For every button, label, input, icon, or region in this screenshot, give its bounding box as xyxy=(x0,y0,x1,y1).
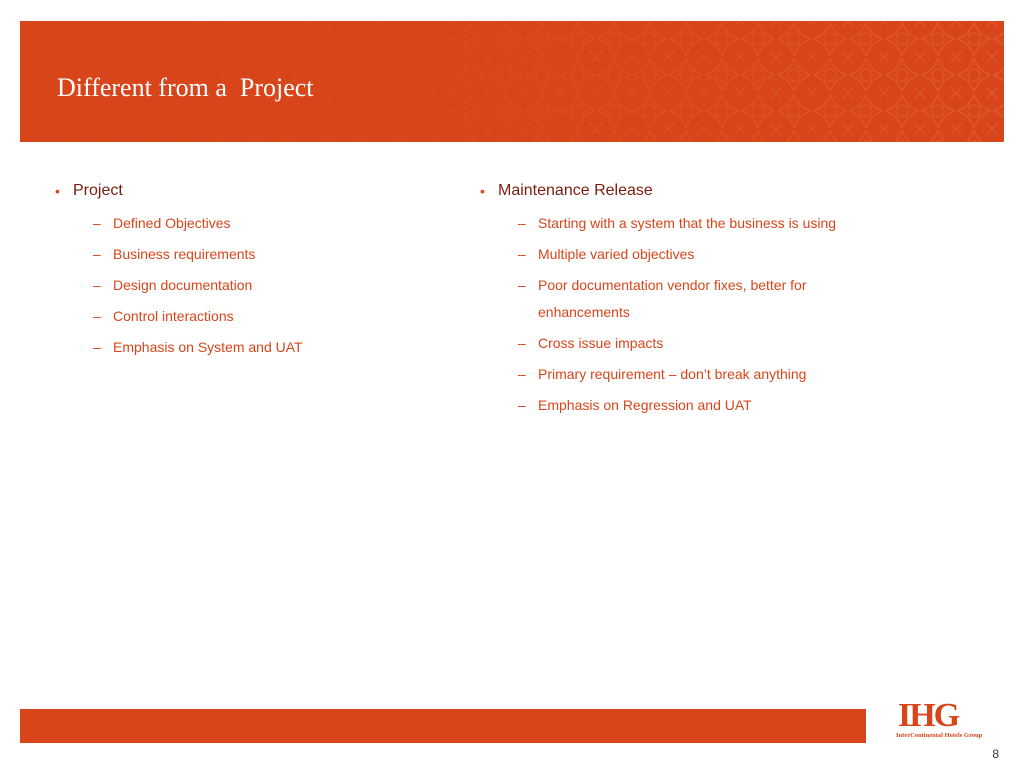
sub-list xyxy=(55,210,435,361)
list-item: – Emphasis on Regression and UAT xyxy=(518,392,860,419)
bullet-project xyxy=(55,178,435,204)
list-item: – Multiple varied objectives xyxy=(518,241,860,268)
list-item: – Poor documentation vendor fixes, better for enhancements xyxy=(518,272,860,326)
bullet-heading: Project xyxy=(73,182,123,199)
list-item: – Business requirements xyxy=(93,241,435,268)
list-item: – Cross issue impacts xyxy=(518,330,860,357)
right-column xyxy=(480,178,860,423)
list-item: – Defined Objectives xyxy=(93,210,435,237)
list-item: – Starting with a system that the business is using xyxy=(518,210,860,237)
dash-icon: – xyxy=(93,246,101,262)
list-item: – Design documentation xyxy=(93,272,435,299)
page-number: 8 xyxy=(992,747,999,761)
list-item: – Control interactions xyxy=(93,303,435,330)
dash-icon: – xyxy=(518,397,526,413)
dash-icon: – xyxy=(518,215,526,231)
list-item: – Primary requirement – don’t break anything xyxy=(518,361,860,388)
svg-text:IHG: IHG xyxy=(898,697,959,730)
header-band xyxy=(20,21,1004,142)
dash-icon: – xyxy=(93,308,101,324)
dash-icon: – xyxy=(93,215,101,231)
dash-icon: – xyxy=(518,246,526,262)
list-item: – Emphasis on System and UAT xyxy=(93,334,435,361)
dash-icon: – xyxy=(518,335,526,351)
bullet-heading: Maintenance Release xyxy=(498,182,653,199)
dash-icon: – xyxy=(518,277,526,293)
left-column xyxy=(55,178,435,365)
slide-title: Different from a Project xyxy=(57,73,314,102)
sub-list xyxy=(480,210,860,419)
dash-icon: – xyxy=(93,277,101,293)
bullet-dot-icon: • xyxy=(480,183,485,199)
ihg-logo-mark xyxy=(898,696,974,730)
logo-caption: InterContinental Hotels Group xyxy=(896,732,983,739)
bullet-dot-icon: • xyxy=(55,183,60,199)
bullet-maintenance-release xyxy=(480,178,860,204)
dash-icon: – xyxy=(518,366,526,382)
dash-icon: – xyxy=(93,339,101,355)
ihg-logo xyxy=(896,696,996,744)
footer-band xyxy=(20,709,866,743)
